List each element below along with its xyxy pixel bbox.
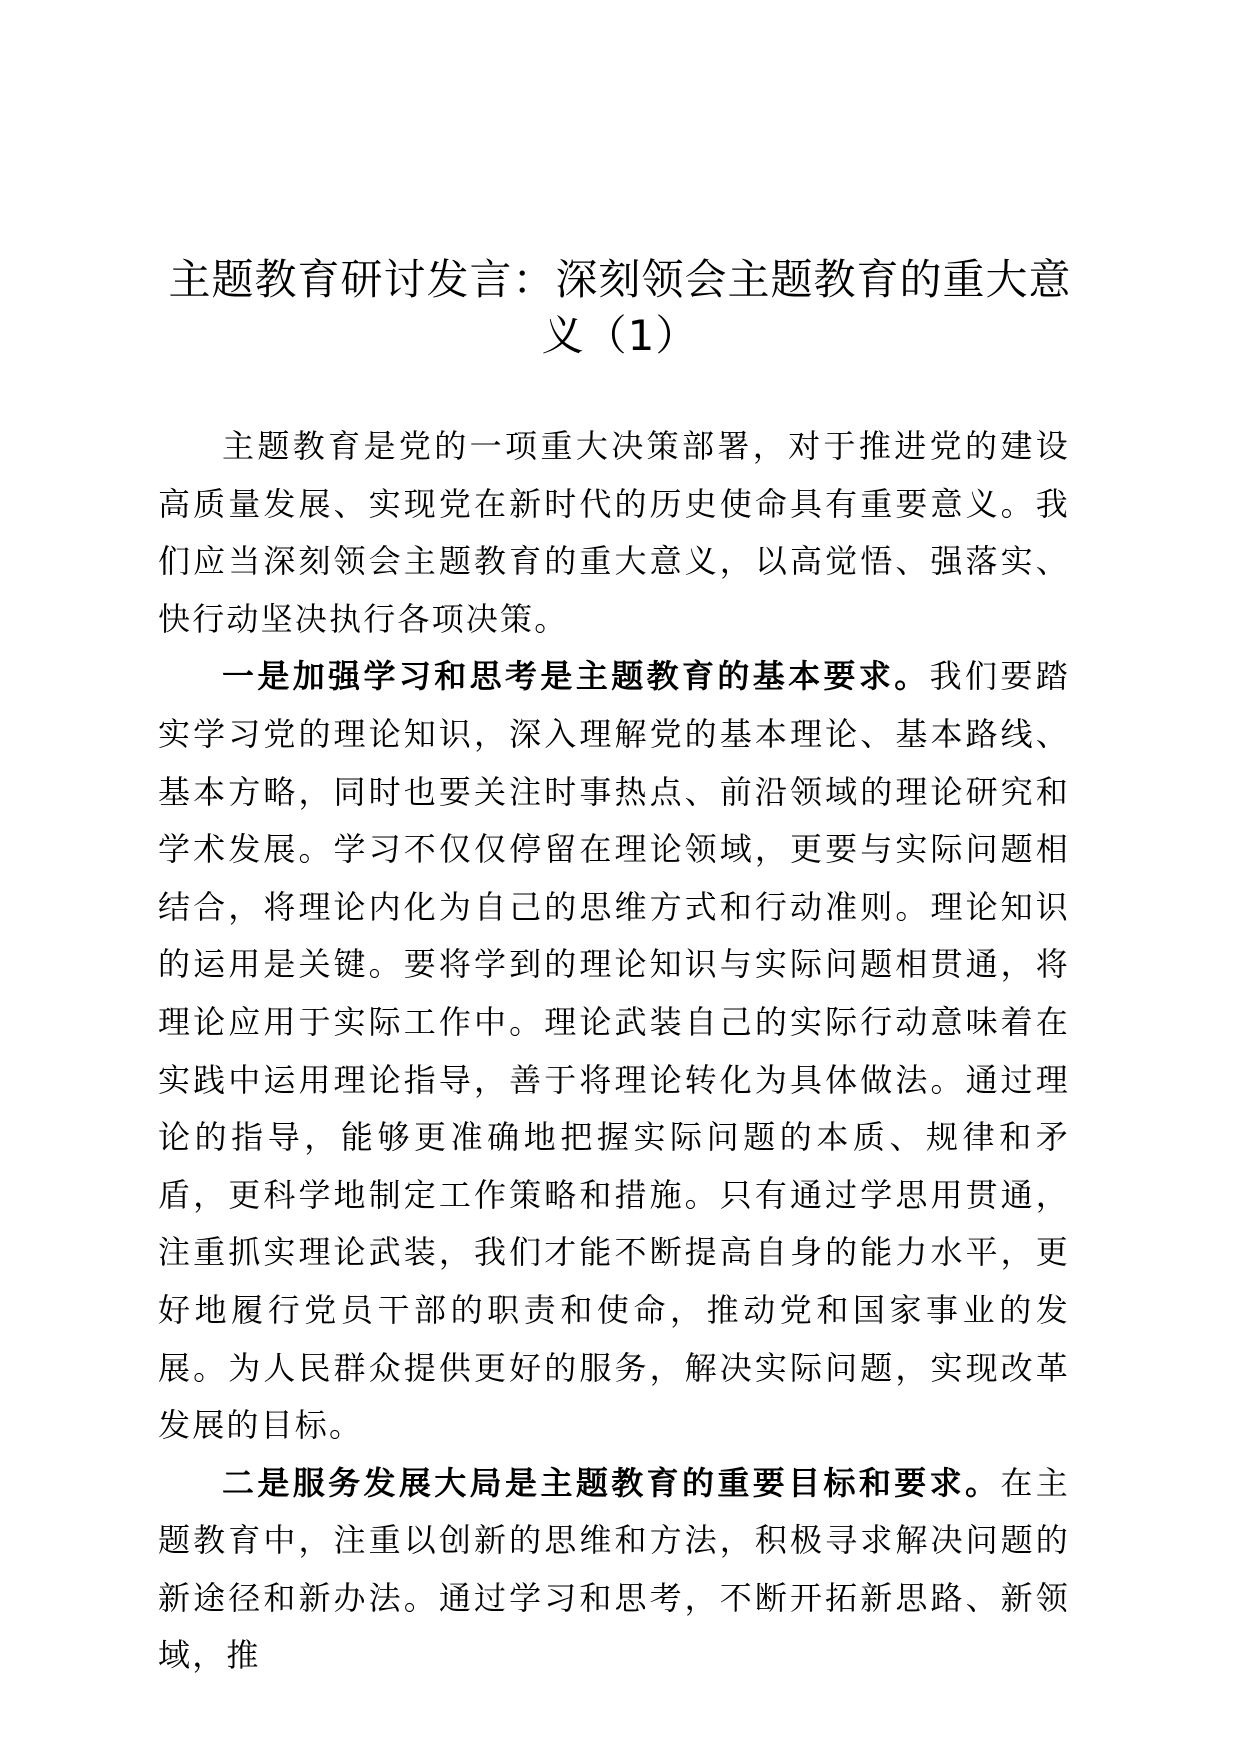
paragraph-text: 我们要踏实学习党的理论知识，深入理解党的基本理论、基本路线、基本方略，同时也要关注时事热点、前沿领域的理论研究和学术发展。学习不仅仅停留在理论领域，更要与实际问题相结合，将理论内化为自己的思维方式和行动准则。理论知识的运用是关键。要将学到的理论知识与实际问题相贯通，将理论应用于实际工作中。理论武装自己的实际行动意味着在实践中运用理论指导，善于将理论转化为具体做法。通过理论的指导，能够更准确地把握实际问题的本质、规律和矛盾，更科学地制定工作策略和措施。只有通过学思用贯通，注重抓实理论武装，我们才能不断提高自身的能力水平，更好地履行党员干部的职责和使命，推动党和国家事业的发展。为人民群众提供更好的服务，解决实际问题，实现改革发展的目标。 bbox=[158, 657, 1070, 1445]
paragraph-lead: 二是服务发展大局是主题教育的重要目标和要求。 bbox=[222, 1463, 1001, 1502]
paragraph-lead: 一是加强学习和思考是主题教育的基本要求。 bbox=[222, 657, 930, 696]
paragraph-text: 主题教育是党的一项重大决策部署，对于推进党的建设高质量发展、实现党在新时代的历史使命具有重要意义。我们应当深刻领会主题教育的重大意义，以高觉悟、强落实、快行动坚决执行各项决策。 bbox=[158, 427, 1070, 638]
document-title: 主题教育研讨发言：深刻领会主题教育的重大意义（1） bbox=[168, 255, 1072, 360]
paragraph-intro bbox=[158, 418, 1070, 648]
paragraph-point-one bbox=[158, 648, 1070, 1454]
paragraph-point-two bbox=[158, 1455, 1070, 1685]
document-body bbox=[158, 418, 1070, 1685]
paragraph-text: 在主题教育中，注重以创新的思维和方法，积极寻求解决问题的新途径和新办法。通过学习和思考，不断开拓新思路、新领域，推 bbox=[158, 1463, 1071, 1675]
